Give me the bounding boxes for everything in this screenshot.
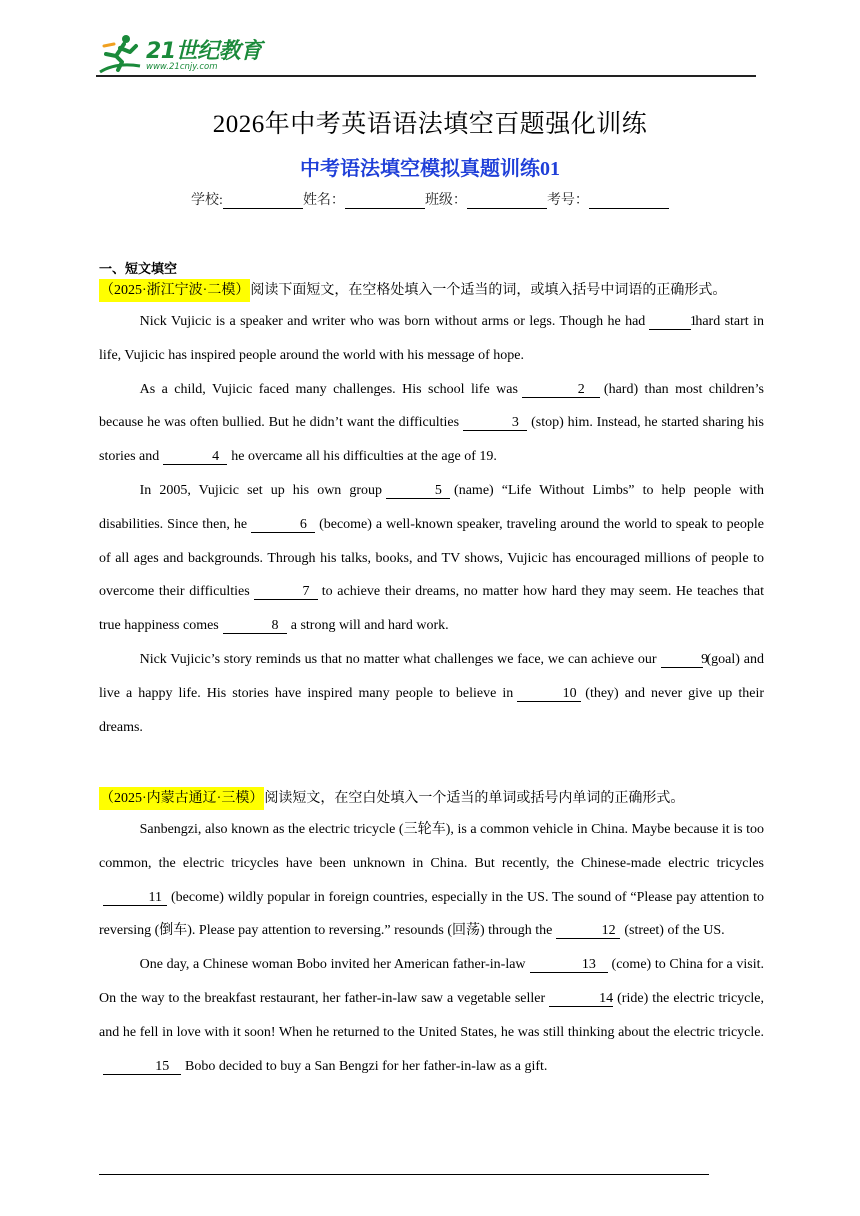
blank-5[interactable]: 5 bbox=[386, 483, 450, 499]
paragraph bbox=[99, 305, 764, 373]
blank-14[interactable]: 14 bbox=[549, 991, 613, 1007]
text: One day, a Chinese woman Bobo invited her American father-in-law bbox=[139, 957, 526, 973]
blank-2[interactable]: 2 bbox=[522, 382, 600, 398]
text: (name) “Life Without Limbs” to help people with disabilities. Since then, he bbox=[99, 482, 764, 532]
text: Nick Vujicic’s story reminds us that no matter what challenges we face, we can achieve our bbox=[139, 651, 657, 667]
blank-11[interactable]: 11 bbox=[103, 890, 167, 906]
text: (ride) the electric tricycle, and he fell in love with it soon! When he returned to the United States, he was still thinking about the electric tricycle. bbox=[99, 990, 764, 1040]
blank-13[interactable]: 13 bbox=[530, 957, 608, 973]
class-label: 班级： bbox=[424, 193, 467, 208]
blank-12[interactable]: 12 bbox=[556, 923, 620, 939]
text: In 2005, Vujicic set up his own group bbox=[139, 482, 383, 498]
text: Bobo decided to buy a San Bengzi for her father-in-law as a gift. bbox=[185, 1058, 548, 1074]
instruction: 阅读短文，在空白处填入一个适当的单词或括号内单词的正确形式。 bbox=[264, 791, 685, 806]
text: Sanbengzi, also known as the electric tricycle (三轮车), is a common vehicle in China. Maybe because it is too common, the electric tricycles have been unknown in China. But recently, the Chinese-made electric tricycles bbox=[99, 822, 764, 871]
school-label: 学校: bbox=[191, 193, 223, 208]
logo-name: 21世纪教育 bbox=[146, 39, 262, 64]
logo bbox=[96, 32, 266, 76]
blank-1[interactable]: 1 bbox=[649, 314, 691, 330]
blank-15[interactable]: 15 bbox=[103, 1059, 181, 1075]
paragraph bbox=[99, 373, 764, 474]
id-field[interactable] bbox=[589, 194, 669, 209]
text: (hard) than most children’s because he was often bullied. But he didn’t want the difficulties bbox=[99, 381, 764, 431]
blank-6[interactable]: 6 bbox=[251, 517, 315, 533]
text: (goal) and live a happy life. His stories have inspired many people to believe in bbox=[99, 651, 764, 701]
blank-4[interactable]: 4 bbox=[163, 449, 227, 465]
passage-intro bbox=[99, 788, 764, 810]
runner-logo-icon bbox=[96, 32, 144, 76]
class-field[interactable] bbox=[467, 194, 547, 209]
text: Nick Vujicic is a speaker and writer who was born without arms or legs. Though he had bbox=[139, 314, 646, 329]
text: (they) and never give up their dreams. bbox=[99, 685, 764, 735]
section-title: 一、短文填空 bbox=[99, 262, 178, 277]
text: he overcame all his difficulties at the age of 19. bbox=[231, 449, 497, 465]
text: to achieve their dreams, no matter how hard they may seem. He teaches that true happiness comes bbox=[99, 584, 764, 634]
source-tag: （2025·浙江宁波·二模） bbox=[99, 279, 250, 302]
page-title: 2026年中考英语语法填空百题强化训练 bbox=[212, 111, 648, 138]
paragraph bbox=[99, 643, 764, 744]
name-label: 姓名： bbox=[302, 193, 345, 208]
paragraph bbox=[99, 813, 764, 948]
passage-2 bbox=[99, 788, 764, 1083]
blank-8[interactable]: 8 bbox=[223, 618, 287, 634]
id-label: 考号： bbox=[546, 193, 589, 208]
student-info-line bbox=[0, 189, 860, 209]
name-field[interactable] bbox=[345, 194, 425, 209]
blank-3[interactable]: 3 bbox=[463, 415, 527, 431]
page-subtitle: 中考语法填空模拟真题训练01 bbox=[300, 158, 560, 180]
logo-url: www.21cnjy.com bbox=[146, 62, 218, 72]
text: (become) wildly popular in foreign countries, especially in the US. The sound of “Please pay attention to reversing (倒车). Please pay attention to reversing.” resounds (回荡) through the bbox=[99, 889, 764, 939]
footer-rule bbox=[99, 1174, 709, 1175]
blank-10[interactable]: 10 bbox=[517, 686, 581, 702]
passage-intro bbox=[99, 280, 764, 302]
text: (stop) him. Instead, he started sharing his stories and bbox=[99, 415, 765, 465]
text: As a child, Vujicic faced many challenges. His school life was bbox=[139, 381, 518, 397]
text: hard start in life, Vujicic has inspired people around the world with his message of hope. bbox=[99, 314, 764, 363]
blank-9[interactable]: 9 bbox=[661, 652, 703, 668]
text: (come) to China for a visit. On the way to the breakfast restaurant, her father-in-law saw a vegetable seller bbox=[99, 957, 764, 1006]
text: (street) of the US. bbox=[624, 923, 725, 939]
header-rule bbox=[96, 75, 756, 77]
passage-1 bbox=[99, 280, 764, 744]
blank-7[interactable]: 7 bbox=[254, 584, 318, 600]
text: a strong will and hard work. bbox=[290, 618, 449, 634]
paragraph bbox=[99, 948, 764, 1083]
text: (become) a well-known speaker, traveling around the world to speak to people of all ages and backgrounds. Through his talks, books, and TV shows, Vujicic has encouraged millions of people to overcome their difficulties bbox=[99, 516, 764, 600]
instruction: 阅读下面短文，在空格处填入一个适当的词，或填入括号中词语的正确形式。 bbox=[250, 283, 727, 298]
source-tag: （2025·内蒙古通辽·三模） bbox=[99, 787, 264, 810]
school-field[interactable] bbox=[223, 194, 303, 209]
paragraph bbox=[99, 474, 764, 643]
page-header bbox=[96, 28, 756, 78]
